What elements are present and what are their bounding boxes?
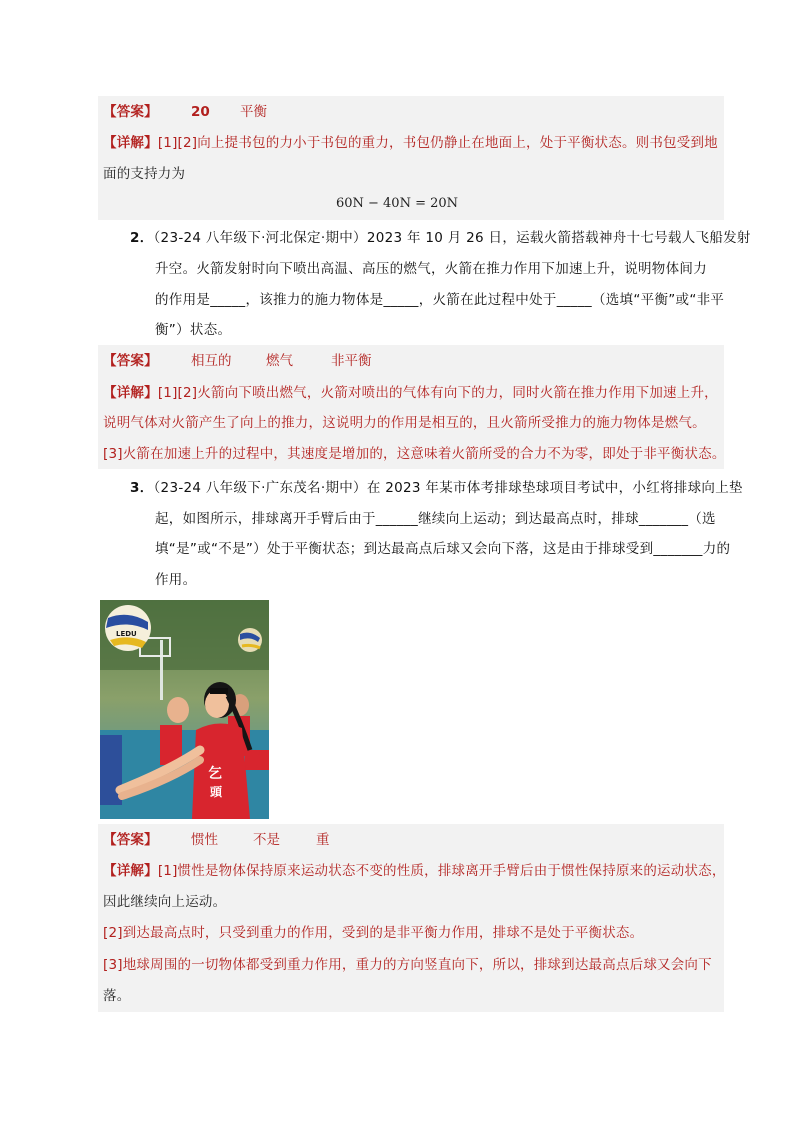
question-line: 作用。 xyxy=(155,572,197,588)
question-line: 衡”）状态。 xyxy=(155,322,232,338)
answer-value-1: 惯性 xyxy=(191,832,218,848)
answer-row-q3 xyxy=(103,830,158,850)
question-text: （23-24 八年级下·广东茂名·期中）在 2023 年某市体考排球垫球项目考试中，小红将排球向上垫 xyxy=(153,480,743,496)
detail-line: [3]火箭在加速上升的过程中，其速度是增加的，这意味着火箭所受的合力不为零，即处于非平衡状态。 xyxy=(103,446,726,462)
question-number: 2． xyxy=(130,230,154,246)
answer-tag: 【答案】 xyxy=(103,353,158,369)
detail-line: 因此继续向上运动。 xyxy=(103,894,227,910)
detail-tag: 【详解】 xyxy=(103,385,158,401)
answer-value-2: 燃气 xyxy=(266,353,293,369)
answer-value-1: 20 xyxy=(191,104,210,120)
detail-line: 说明气体对火箭产生了向上的推力，这说明力的作用是相互的，且火箭所受推力的施力物体是燃气。 xyxy=(103,415,706,431)
answer-value-1: 相互的 xyxy=(191,353,232,369)
detail-line: [2]到达最高点时，只受到重力的作用，受到的是非平衡力作用，排球不是处于平衡状态。 xyxy=(103,925,644,941)
detail-tag: 【详解】 xyxy=(103,135,158,151)
question-number: 3． xyxy=(130,480,154,496)
question-line: 填“是”或“不是”）处于平衡状态；到达最高点后球又会向下落，这是由于排球受到_______力的 xyxy=(155,541,731,557)
question-line: 升空。火箭发射时向下喷出高温、高压的燃气，火箭在推力作用下加速上升，说明物体间力 xyxy=(155,261,707,277)
detail-line xyxy=(103,861,726,881)
svg-text:頭: 頭 xyxy=(210,785,223,799)
detail-text: [1][2]向上提书包的力小于书包的重力，书包仍静止在地面上，处于平衡状态。则书包受到地 xyxy=(157,135,718,151)
answer-block-q3 xyxy=(98,824,724,1012)
answer-tag: 【答案】 xyxy=(103,104,158,120)
detail-line xyxy=(103,164,185,184)
answer-value-2: 平衡 xyxy=(240,104,267,120)
detail-text: [1]惯性是物体保持原来运动状态不变的性质，排球离开手臂后由于惯性保持原来的运动状态， xyxy=(157,863,726,879)
answer-row-q1 xyxy=(103,102,158,122)
detail-line xyxy=(103,383,718,403)
question-line: 的作用是_____，该推力的施力物体是_____，火箭在此过程中处于_____（选填“平衡”或“非平 xyxy=(155,292,725,308)
detail-text: 面的支持力为 xyxy=(103,166,186,182)
answer-tag: 【答案】 xyxy=(103,832,158,848)
detail-line xyxy=(103,133,718,153)
question-text: （23-24 八年级下·河北保定·期中）2023 年 10 月 26 日，运载火箭搭载神舟十七号载人飞船发射 xyxy=(153,230,751,246)
volleyball-photo xyxy=(100,600,269,819)
question-line xyxy=(130,228,751,248)
detail-tag: 【详解】 xyxy=(103,863,158,879)
detail-line: 落。 xyxy=(103,988,131,1004)
answer-value-3: 重 xyxy=(316,832,330,848)
answer-value-3: 非平衡 xyxy=(331,353,372,369)
formula: 60N − 40N = 20N xyxy=(335,196,459,211)
volleyball-photo-illustration xyxy=(100,600,269,819)
question-line: 起，如图所示，排球离开手臂后由于______继续向上运动；到达最高点时，排球_______（选 xyxy=(155,511,716,527)
detail-text: [1][2]火箭向下喷出燃气，火箭对喷出的气体有向下的力，同时火箭在推力作用下加速上升， xyxy=(157,385,718,401)
answer-value-2: 不是 xyxy=(253,832,280,848)
ball-logo-text: LEDU xyxy=(116,630,137,638)
question-line xyxy=(130,478,743,498)
answer-row-q2 xyxy=(103,351,158,371)
detail-line: [3]地球周围的一切物体都受到重力作用，重力的方向竖直向下，所以，排球到达最高点后球又会向下 xyxy=(103,957,712,973)
svg-text:乞: 乞 xyxy=(208,766,222,782)
